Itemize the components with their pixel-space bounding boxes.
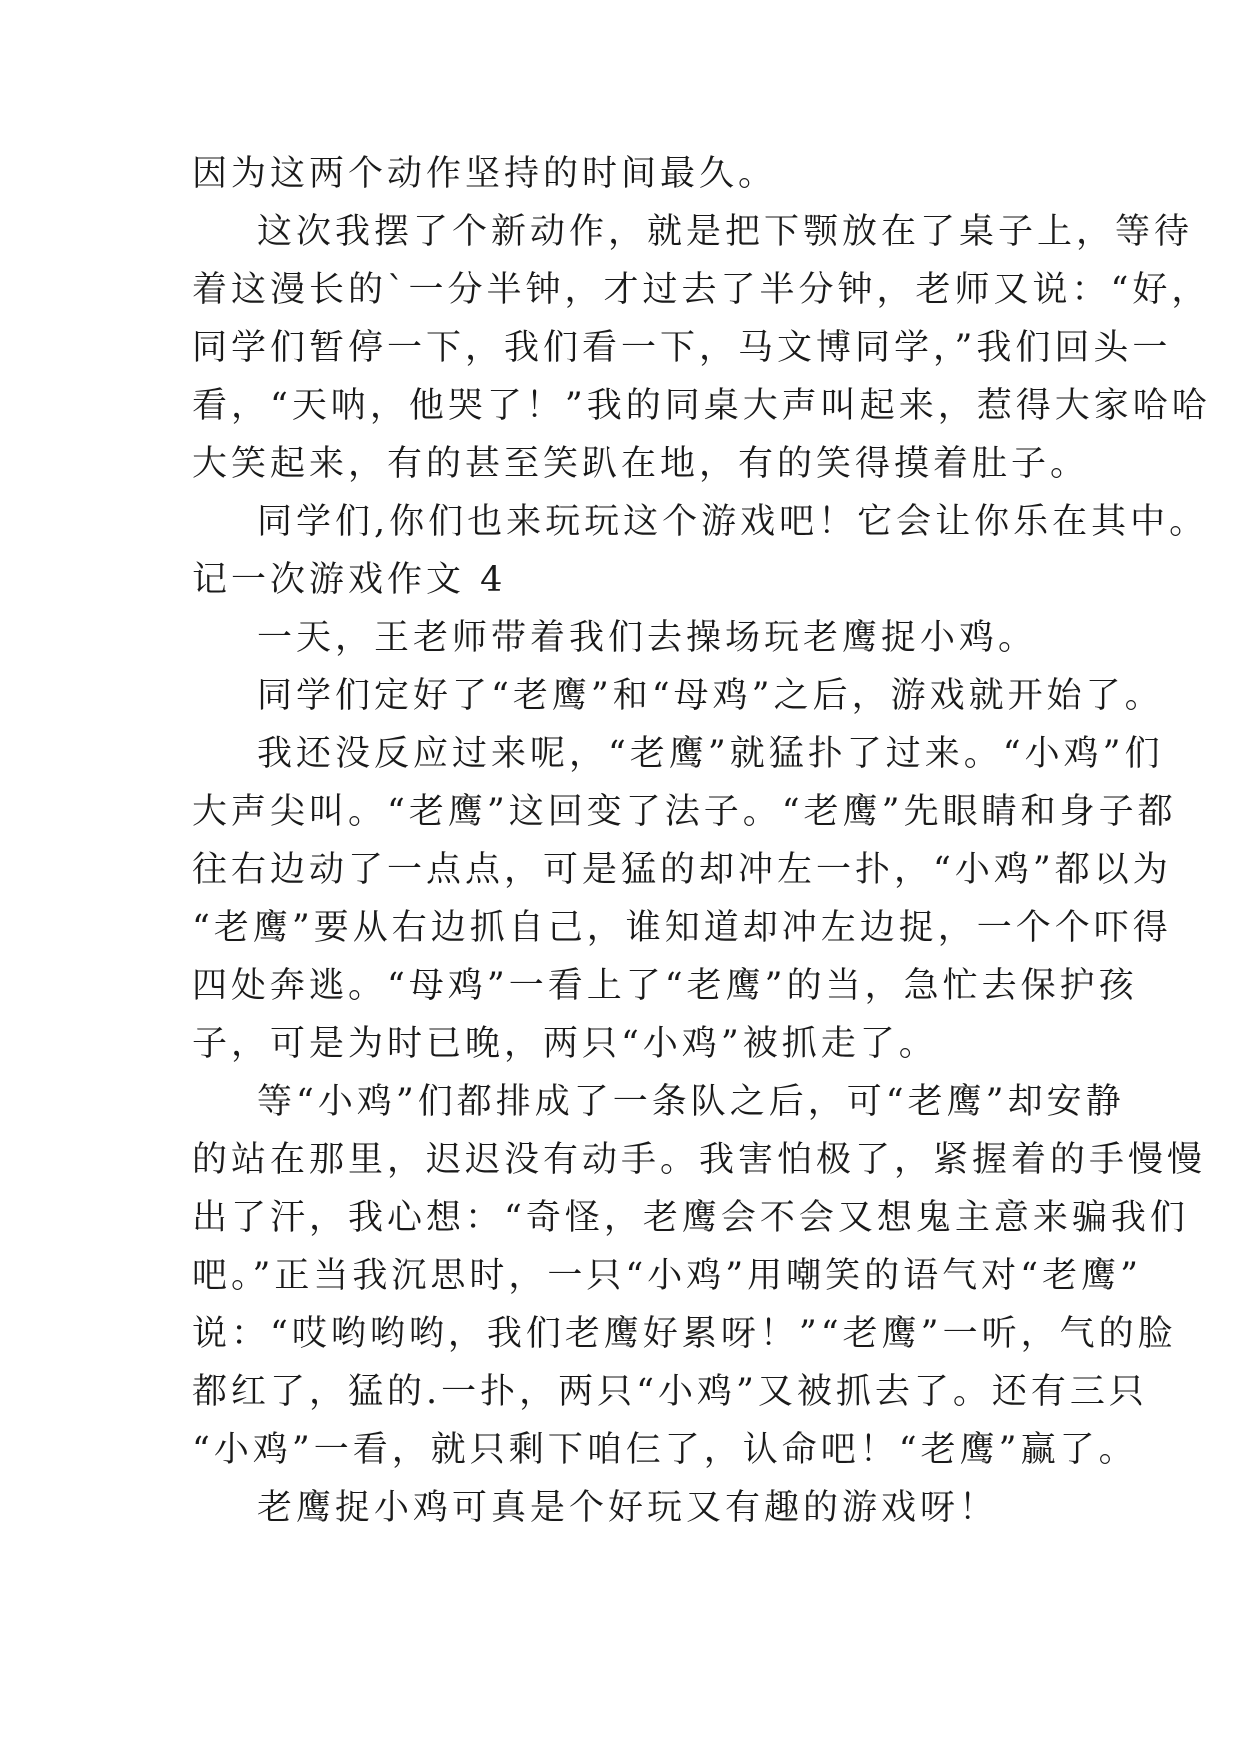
text-line: 我还没反应过来呢，“老鹰”就猛扑了过来。“小鸡”们: [257, 734, 1164, 774]
section-heading: 记一次游戏作文 4: [192, 560, 507, 600]
text-line: 大声尖叫。“老鹰”这回变了法子。“老鹰”先眼睛和身子都: [192, 792, 1177, 832]
text-line: 都红了，猛的.一扑，两只“小鸡”又被抓去了。还有三只: [192, 1372, 1148, 1412]
text-line: 同学们,你们也来玩玩这个游戏吧！它会让你乐在其中。: [257, 502, 1209, 542]
text-line: 同学们定好了“老鹰”和“母鸡”之后，游戏就开始了。: [257, 676, 1164, 716]
text-line: 这次我摆了个新动作，就是把下颚放在了桌子上，等待: [257, 212, 1194, 252]
text-line: “小鸡”一看，就只剩下咱仨了，认命吧！“老鹰”赢了。: [192, 1430, 1138, 1470]
text-line: 看，“天呐，他哭了！”我的同桌大声叫起来，惹得大家哈哈: [192, 386, 1211, 426]
text-line: 同学们暂停一下，我们看一下，马文博同学，”我们回头一: [192, 328, 1172, 368]
text-line: 的站在那里，迟迟没有动手。我害怕极了，紧握着的手慢慢: [192, 1140, 1207, 1180]
text-line: 说：“哎哟哟哟，我们老鹰好累呀！”“老鹰”一听，气的脸: [192, 1314, 1177, 1354]
text-line: 吧。”正当我沉思时，一只“小鸡”用嘲笑的语气对“老鹰”: [192, 1256, 1142, 1296]
text-line: 一天，王老师带着我们去操场玩老鹰捉小鸡。: [257, 618, 1038, 658]
text-line: 着这漫长的`一分半钟，才过去了半分钟，老师又说：“好，: [192, 270, 1211, 310]
text-line: “老鹰”要从右边抓自己，谁知道却冲左边捉，一个个吓得: [192, 908, 1172, 948]
text-line: 因为这两个动作坚持的时间最久。: [192, 154, 778, 194]
text-line: 老鹰捉小鸡可真是个好玩又有趣的游戏呀！: [257, 1488, 999, 1528]
text-line: 往右边动了一点点，可是猛的却冲左一扑，“小鸡”都以为: [192, 850, 1172, 890]
text-line: 出了汗，我心想：“奇怪，老鹰会不会又想鬼主意来骗我们: [192, 1198, 1189, 1238]
text-line: 子，可是为时已晚，两只“小鸡”被抓走了。: [192, 1024, 938, 1064]
text-line: 四处奔逃。“母鸡”一看上了“老鹰”的当，急忙去保护孩: [192, 966, 1138, 1006]
text-line: 大笑起来，有的甚至笑趴在地，有的笑得摸着肚子。: [192, 444, 1090, 484]
text-line: 等“小鸡”们都排成了一条队之后，可“老鹰”却安静: [257, 1082, 1125, 1122]
